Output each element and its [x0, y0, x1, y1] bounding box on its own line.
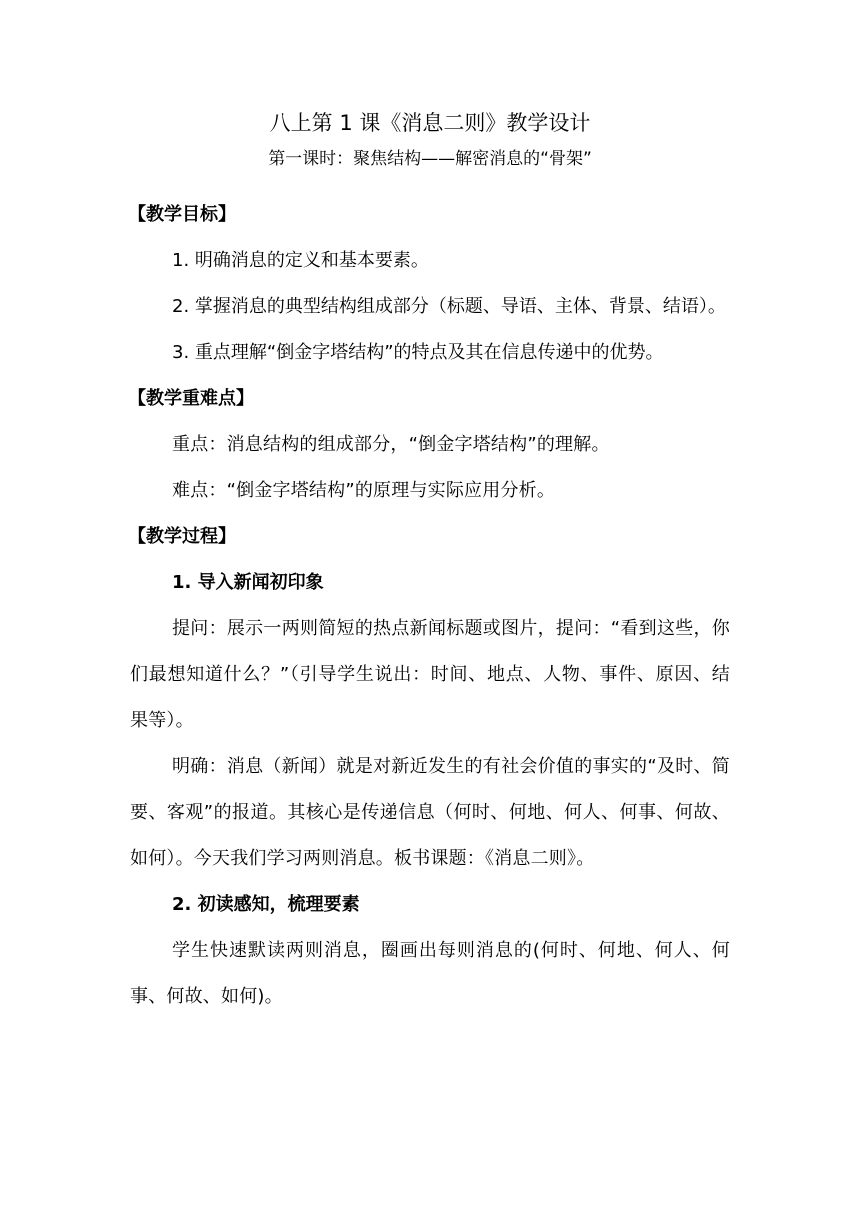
- document-body: [130, 108, 730, 1020]
- step1-title: 1. 导入新闻初印象: [172, 572, 324, 593]
- difficult-point: 难点：“倒金字塔结构”的原理与实际应用分析。: [172, 480, 556, 501]
- key-difficult-heading: 【教学重难点】: [128, 388, 254, 409]
- objectives-heading: 【教学目标】: [128, 204, 236, 225]
- process-heading: 【教学过程】: [128, 526, 236, 547]
- objective-item: 3. 重点理解“倒金字塔结构”的特点及其在信息传递中的优势。: [172, 342, 664, 363]
- step2-text: 学生快速默读两则消息，圈画出每则消息的(何时、何地、何人、何事、何故、如何)。: [130, 940, 730, 1007]
- objective-item: 1. 明确消息的定义和基本要素。: [172, 250, 429, 271]
- step1-question: 提问：展示一两则简短的热点新闻标题或图片，提问：“看到这些，你们最想知道什么？”（引导学生说出：时间、地点、人物、事件、原因、结果等）。: [130, 618, 730, 731]
- document-subtitle: 第一课时：聚焦结构——解密消息的“骨架”: [268, 149, 592, 169]
- document-title: 八上第 1 课《消息二则》教学设计: [269, 111, 591, 135]
- key-point: 重点：消息结构的组成部分，“倒金字塔结构”的理解。: [172, 434, 610, 455]
- step2-title: 2. 初读感知，梳理要素: [172, 894, 360, 915]
- objective-item: 2. 掌握消息的典型结构组成部分（标题、导语、主体、背景、结语）。: [172, 296, 726, 317]
- step1-clarify: 明确：消息（新闻）就是对新近发生的有社会价值的事实的“及时、简要、客观”的报道。其核心是传递信息（何时、何地、何人、何事、何故、如何）。今天我们学习两则消息。板书课题：《消息二则》。: [130, 756, 730, 869]
